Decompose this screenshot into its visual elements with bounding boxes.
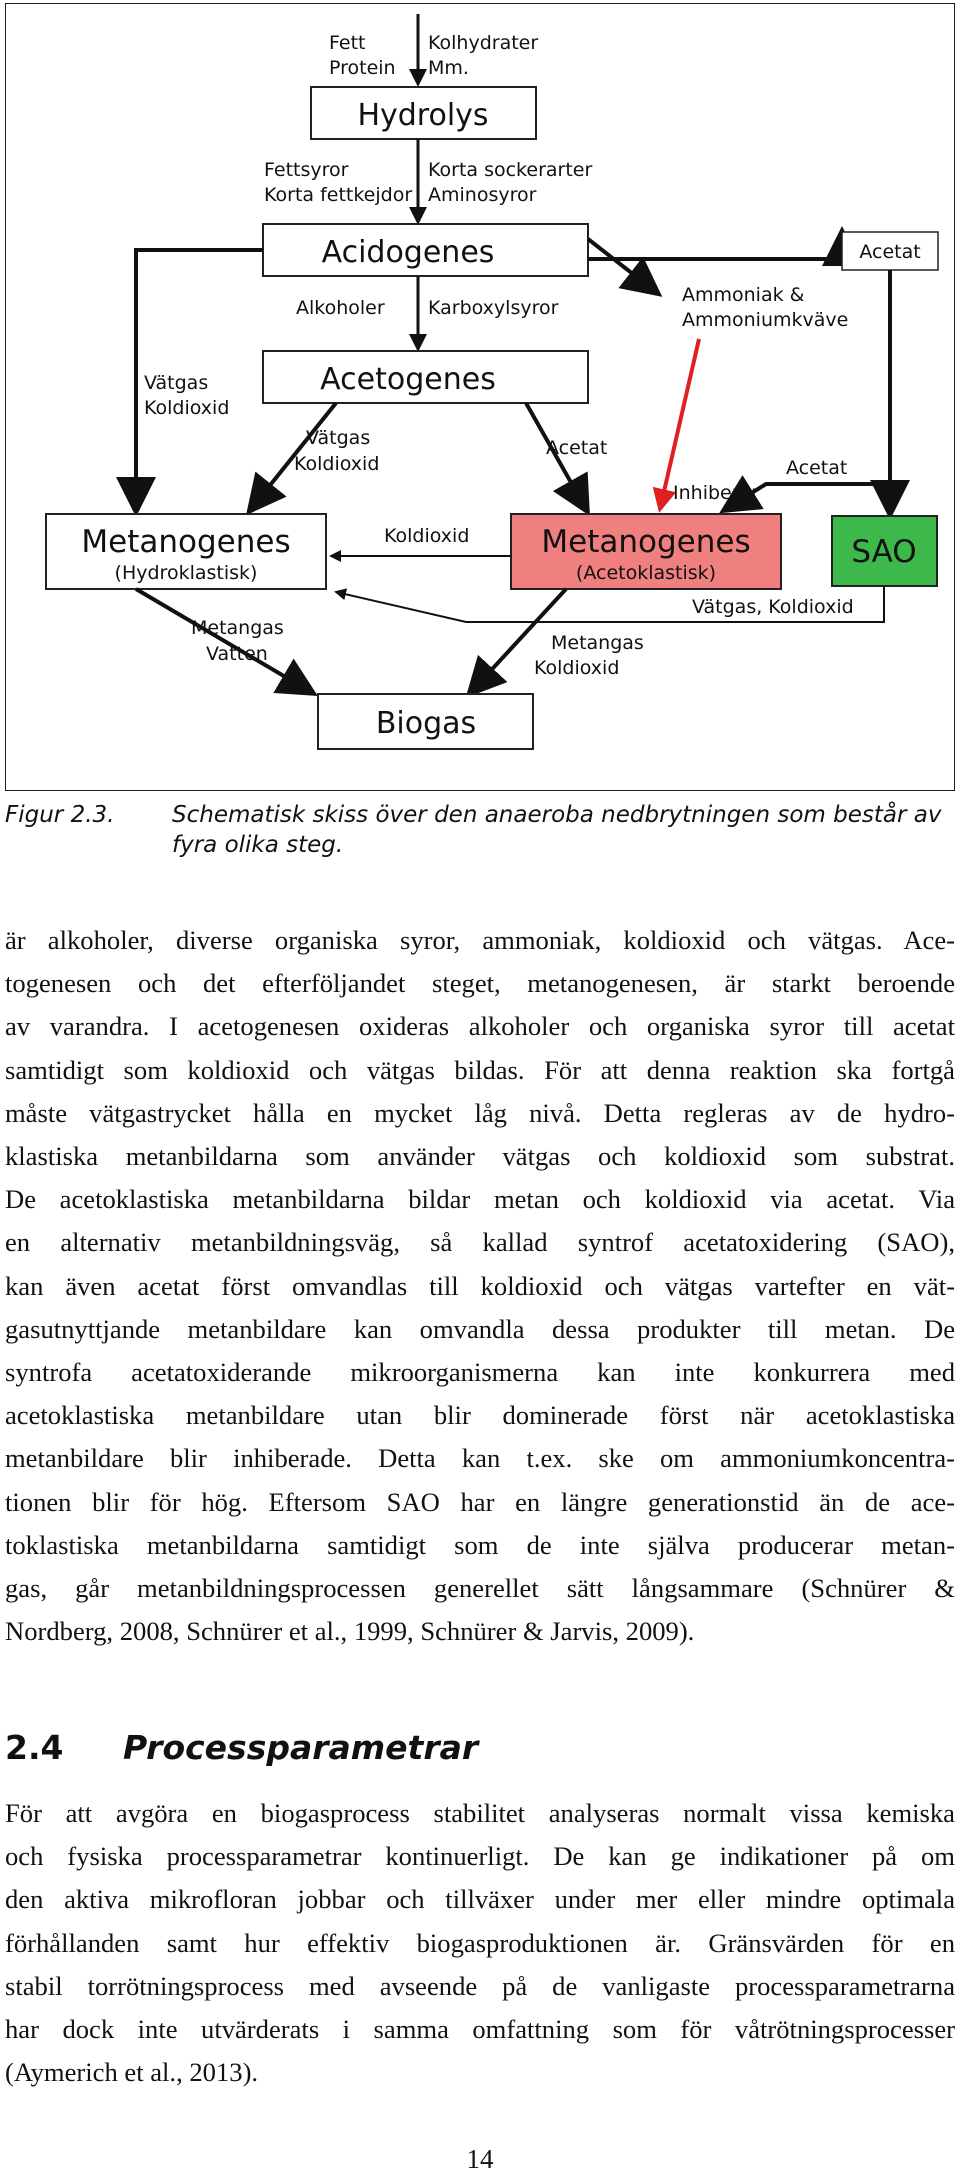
caption-text: Schematisk skiss över den anaeroba nedbrytningen som består av fyra olika steg. xyxy=(172,802,942,858)
text-line: För att avgöra en biogasprocess stabilitet analyseras normalt vissa kemiska xyxy=(5,1798,955,1828)
label-fett: Fett xyxy=(329,32,366,54)
box-metanogenes-aceto-label: Metanogenes xyxy=(541,524,751,560)
text-line: Nordberg, 2008, Schnürer et al., 1999, Schnürer & Jarvis, 2009). xyxy=(5,1616,695,1647)
text-line: kan även acetat först omvandlas till koldioxid och vätgas vartefter en vät- xyxy=(5,1270,955,1301)
arrow-acidogenes-ammoniak xyxy=(588,239,656,292)
label-kolhydrater: Kolhydrater xyxy=(428,32,539,54)
text-line: syntrofa acetatoxiderande mikroorganismerna kan inte konkurrera med xyxy=(5,1357,955,1388)
text-line: klastiska metanbildarna som använder vätgas och koldioxid som substrat. xyxy=(5,1141,955,1172)
box-acetogenes-label: Acetogenes xyxy=(320,362,496,397)
label-ammoniak: Ammoniak & xyxy=(682,284,805,306)
label-korta-fettkejdor: Korta fettkejdor xyxy=(264,184,413,206)
text-line: och fysiska processparametrar kontinuerligt. De kan ge indikationer på om xyxy=(5,1841,955,1872)
text-line: tionen blir för hög. Eftersom SAO har en längre generationstid än de ace- xyxy=(5,1486,955,1517)
caption-number: Figur 2.3. xyxy=(5,802,115,828)
label-vatgas-koldioxid-sao: Vätgas, Koldioxid xyxy=(692,596,854,618)
label-korta-sockerarter: Korta sockerarter xyxy=(428,159,593,181)
box-sao-label: SAO xyxy=(851,534,917,570)
label-karboxylsyror: Karboxylsyror xyxy=(428,297,559,319)
label-acetat-right: Acetat xyxy=(786,457,848,479)
label-koldioxid-right: Koldioxid xyxy=(534,657,620,679)
label-vatgas-left: Vätgas xyxy=(144,372,209,394)
text-line: är alkoholer, diverse organiska syror, ammoniak, koldioxid och vätgas. Ace- xyxy=(5,925,955,955)
label-inhiberar: Inhiberar xyxy=(673,482,759,504)
label-koldioxid: Koldioxid xyxy=(384,525,470,547)
label-mm: Mm. xyxy=(428,57,469,79)
text-line: samtidigt som koldioxid och vätgas bildas. För att denna reaktion ska fortgå xyxy=(5,1054,955,1085)
text-line: måste vätgastrycket hålla en mycket låg nivå. Detta regleras av de hydro- xyxy=(5,1097,955,1128)
box-metanogenes-hydro-sub: (Hydroklastisk) xyxy=(114,562,258,584)
section-number: 2.4 xyxy=(5,1728,64,1767)
label-alkoholer: Alkoholer xyxy=(296,297,385,319)
paragraph-body-2 xyxy=(5,1792,955,2094)
text-line: metanbildare blir inhiberade. Detta kan t.ex. ske om ammoniumkoncentra- xyxy=(5,1443,955,1474)
text-line: toklastiska metanbildarna samtidigt som de inte själva producerar metan- xyxy=(5,1529,955,1560)
label-metangas-left: Metangas xyxy=(191,617,284,639)
label-ammoniumkvave: Ammoniumkväve xyxy=(682,309,849,331)
box-acetat-label: Acetat xyxy=(859,241,921,263)
text-line: förhållanden samt hur effektiv biogasproduktionen är. Gränsvärden för en xyxy=(5,1927,955,1958)
paragraph-body-1 xyxy=(5,919,955,1653)
label-metangas-right: Metangas xyxy=(551,632,644,654)
section-heading xyxy=(5,1728,478,1768)
text-line: gasutnyttjande metanbildare kan omvandla dessa produkter till metan. De xyxy=(5,1313,955,1344)
text-line: den aktiva mikrofloran jobbar och tillväxer under mer eller mindre optimala xyxy=(5,1884,955,1915)
text-line: stabil torrötningsprocess med avseende på de vanligaste processparametrarna xyxy=(5,1970,955,2001)
text-line: gas, går metanbildningsprocessen generellet sätt långsammare (Schnürer & xyxy=(5,1573,955,1604)
label-fettsyror: Fettsyror xyxy=(264,159,349,181)
page-number: 14 xyxy=(466,2144,494,2174)
section-title: Processparametrar xyxy=(123,1728,479,1767)
figure-anaerobic-digestion-diagram xyxy=(5,3,955,791)
text-line: De acetoklastiska metanbildarna bildar metan och koldioxid via acetat. Via xyxy=(5,1184,955,1215)
box-metanogenes-aceto-sub: (Acetoklastisk) xyxy=(575,562,717,584)
label-koldioxid-mid: Koldioxid xyxy=(294,453,380,475)
text-line: en alternativ metanbildningsväg, så kallad syntrof acetatoxidering (SAO), xyxy=(5,1227,955,1258)
label-protein: Protein xyxy=(329,57,396,79)
box-metanogenes-hydro-label: Metanogenes xyxy=(81,524,291,560)
label-koldioxid-left: Koldioxid xyxy=(144,397,230,419)
text-line: (Aymerich et al., 2013). xyxy=(5,2057,259,2088)
box-acidogenes-label: Acidogenes xyxy=(321,235,495,270)
text-line: acetoklastiska metanbildare utan blir dominerade först när acetoklastiska xyxy=(5,1400,955,1431)
text-line: togenesen och det efterföljandet steget, metanogenesen, är starkt beroende xyxy=(5,968,955,999)
process-diagram xyxy=(6,4,956,792)
label-aminosyror: Aminosyror xyxy=(428,184,537,206)
box-hydrolys-label: Hydrolys xyxy=(357,98,489,133)
text-line: av varandra. I acetogenesen oxideras alkoholer och organiska syror till acetat xyxy=(5,1011,955,1042)
label-vatgas-mid: Vätgas xyxy=(306,427,371,449)
text-line: har dock inte utvärderats i samma omfattning som för våtrötningsprocesser xyxy=(5,2014,955,2045)
label-vatten: Vatten xyxy=(206,643,268,665)
box-biogas-label: Biogas xyxy=(375,706,477,741)
label-acetat-mid: Acetat xyxy=(546,437,608,459)
arrow-hydro-biogas xyxy=(136,589,311,692)
